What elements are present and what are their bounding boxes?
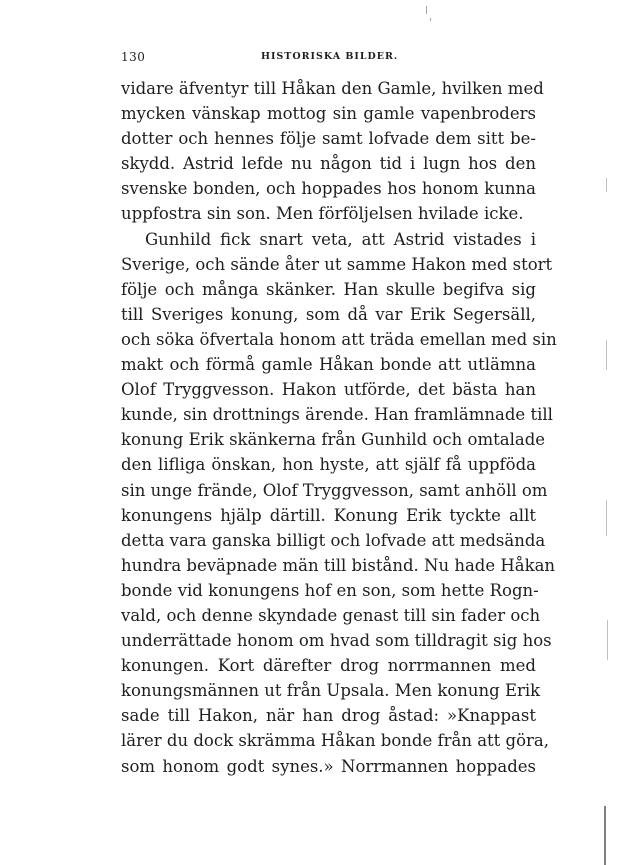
scan-mark bbox=[604, 806, 606, 865]
text-line: konungens hjälp därtill. Konung Erik tyckte allt bbox=[121, 505, 536, 525]
text-line: mycken vänskap mottog sin gamle vapenbroders bbox=[121, 104, 536, 124]
text-line: lärer du dock skrämma Håkan bonde från att göra, bbox=[121, 731, 550, 751]
scan-mark bbox=[606, 340, 607, 370]
scan-mark bbox=[430, 18, 431, 21]
text-line: sade till Hakon, när han drog åstad: »Knappast bbox=[121, 706, 536, 726]
page-number: 130 bbox=[121, 50, 146, 64]
text-line: som honom godt synes.» Norrmannen hoppades bbox=[121, 756, 536, 776]
body-text bbox=[121, 76, 557, 779]
scan-mark bbox=[606, 500, 607, 536]
scan-mark bbox=[606, 178, 607, 192]
scan-mark bbox=[607, 620, 608, 660]
text-line: hundra beväpnade män till bistånd. Nu hade Håkan bbox=[121, 555, 556, 575]
text-line: följe och många skänker. Han skulle begifva sig bbox=[121, 279, 536, 299]
scan-mark bbox=[426, 6, 427, 14]
text-line: konungen. Kort därefter drog norrmannen med bbox=[121, 656, 536, 676]
text-line: kunde, sin drottnings ärende. Han framlämnade till bbox=[121, 405, 553, 425]
text-line: Olof Tryggvesson. Hakon utförde, det bästa han bbox=[121, 380, 536, 400]
text-line: skydd. Astrid lefde nu någon tid i lugn hos den bbox=[121, 154, 536, 174]
page-header bbox=[121, 50, 536, 66]
text-line: Sverige, och sände åter ut samme Hakon med stort bbox=[121, 254, 553, 274]
text-line: vidare äfventyr till Håkan den Gamle, hvilken med bbox=[121, 79, 544, 98]
text-line: dotter och hennes följe samt lofvade dem sitt be- bbox=[121, 129, 536, 149]
text-line: vald, och denne skyndade genast till sin fader och bbox=[121, 605, 541, 625]
text-line: konung Erik skänkerna från Gunhild och omtalade bbox=[121, 430, 546, 450]
text-line: svenske bonden, och hoppades hos honom kunna bbox=[121, 179, 536, 199]
text-line: till Sveriges konung, som då var Erik Segersäll, bbox=[121, 304, 536, 324]
text-line: underrättade honom om hvad som tilldragit sig hos bbox=[121, 631, 552, 651]
text-line: detta vara ganska billigt och lofvade att medsända bbox=[121, 530, 546, 550]
running-title: HISTORISKA BILDER. bbox=[261, 51, 399, 62]
text-line: sin unge frände, Olof Tryggvesson, samt anhöll om bbox=[121, 480, 548, 500]
text-line: konungsmännen ut från Upsala. Men konung Erik bbox=[121, 681, 541, 701]
text-line: och söka öfvertala honom att träda emellan med sin bbox=[121, 329, 557, 349]
text-line: Gunhild fick snart veta, att Astrid vistades i bbox=[145, 229, 536, 249]
text-line: uppfostra sin son. Men förföljelsen hvilade icke. bbox=[121, 204, 524, 224]
text-line: makt och förmå gamle Håkan bonde att utlämna bbox=[121, 355, 536, 375]
text-line: den lifliga önskan, hon hyste, att själf få uppföda bbox=[121, 455, 536, 475]
text-line: bonde vid konungens hof en son, som hette Rogn- bbox=[121, 580, 539, 600]
